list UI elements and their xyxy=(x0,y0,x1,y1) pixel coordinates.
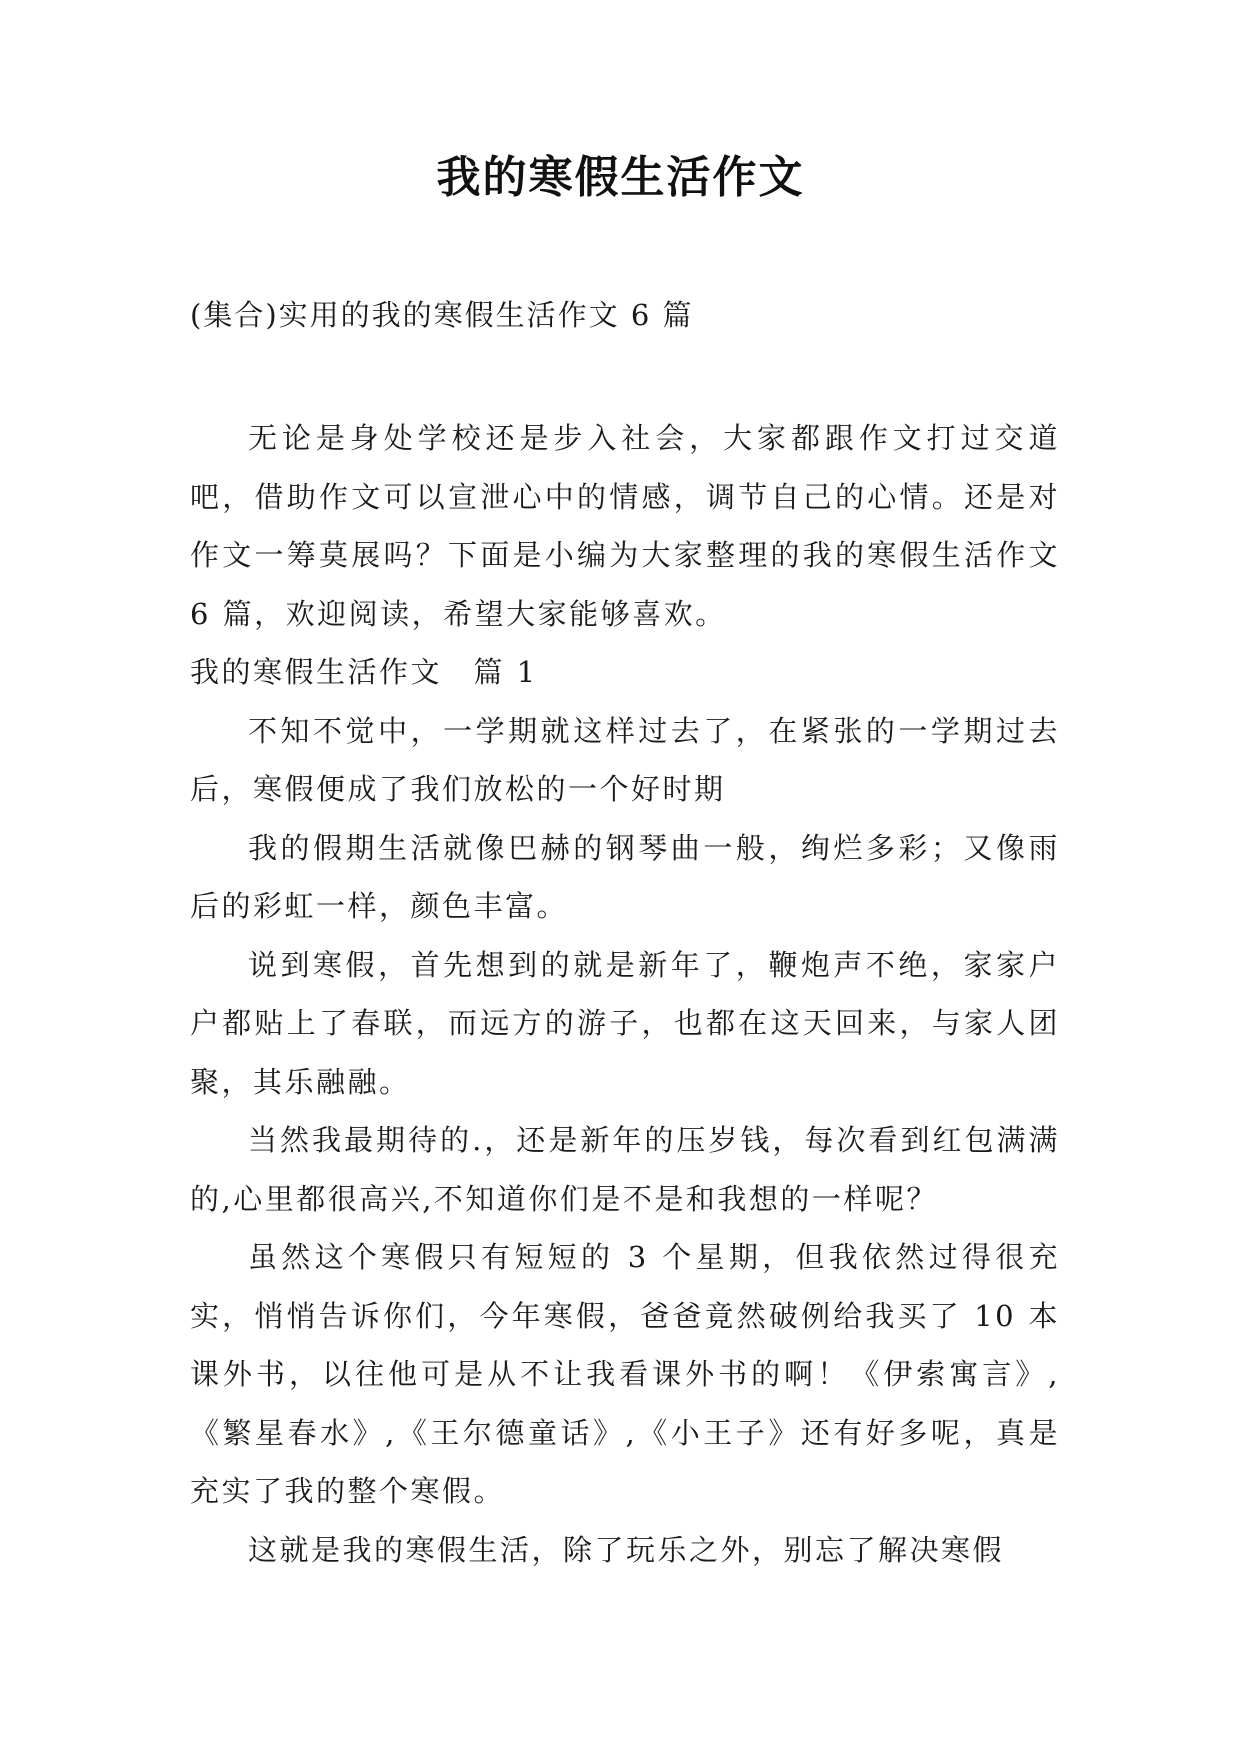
body-paragraph: 当然我最期待的.，还是新年的压岁钱，每次看到红包满满的,心里都很高兴,不知道你们是不是和我想的一样呢？ xyxy=(190,1123,1060,1216)
body-paragraph: 这就是我的寒假生活，除了玩乐之外，别忘了解决寒假 xyxy=(248,1532,1005,1567)
intro-paragraph: 无论是身处学校还是步入社会，大家都跟作文打过交道吧，借助作文可以宣泄心中的情感，调节自己的心情。还是对作文一筹莫展吗？下面是小编为大家整理的我的寒假生活作文 6 篇，欢迎阅读，希望大家能够喜欢。 xyxy=(190,421,1060,631)
section-heading: 我的寒假生活作文 篇 1 xyxy=(190,655,538,689)
body-paragraph: 我的假期生活就像巴赫的钢琴曲一般，绚烂多彩；又像雨后的彩虹一样，颜色丰富。 xyxy=(190,830,1060,923)
document-body xyxy=(190,409,1060,1579)
body-paragraph: 不知不觉中，一学期就这样过去了，在紧张的一学期过去后，寒假便成了我们放松的一个好时期 xyxy=(190,713,1060,806)
document-title: 我的寒假生活作文 xyxy=(436,152,805,203)
document-subtitle: (集合)实用的我的寒假生活作文 6 篇 xyxy=(190,298,694,332)
body-paragraph: 说到寒假，首先想到的就是新年了，鞭炮声不绝，家家户户都贴上了春联，而远方的游子，也都在这天回来，与家人团聚，其乐融融。 xyxy=(190,947,1060,1099)
body-paragraph: 虽然这个寒假只有短短的 3 个星期，但我依然过得很充实，悄悄告诉你们，今年寒假，爸爸竟然破例给我买了 10 本课外书，以往他可是从不让我看课外书的啊！《伊索寓言》,《繁星春水》,《王尔德童话》,《小王子》还有好多呢，真是充实了我的整个寒假。 xyxy=(190,1240,1060,1508)
